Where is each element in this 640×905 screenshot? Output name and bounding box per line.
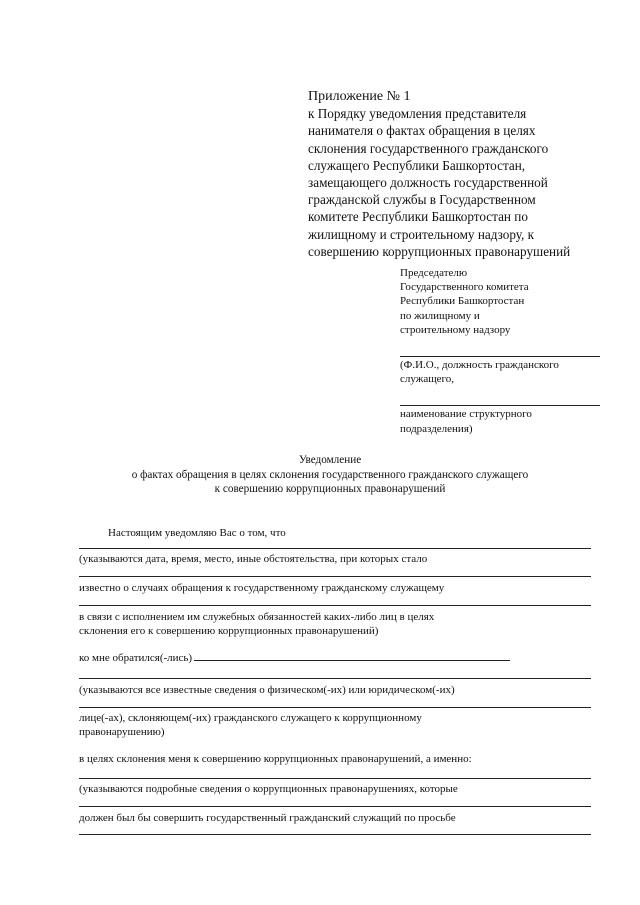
hint-text: лице(-ах), склоняющем(-их) гражданского служащего к коррупционному <box>79 712 422 724</box>
unit-hint: наименование структурного <box>400 408 532 421</box>
notice-heading: Уведомление <box>298 454 362 466</box>
hint-text: должен был бы совершить государственный гражданский служащий по просьбе <box>79 812 456 824</box>
addressee-line: Республики Башкортостан <box>400 295 525 308</box>
hint-text: в связи с исполнением им служебных обязанностей каких-либо лиц в целях <box>79 611 435 623</box>
fill-line[interactable] <box>79 778 591 779</box>
addressee-line: по жилищному и <box>400 309 480 322</box>
hint-text: известно о случаях обращения к государственному гражданскому служащему <box>79 582 445 594</box>
appendix-title: Приложение № 1 <box>308 89 411 104</box>
appendix-header <box>308 88 608 260</box>
appendix-line: к Порядку уведомления представителя <box>308 106 527 122</box>
purpose-text: в целях склонения меня к совершению коррупционных правонарушений, а именно: <box>79 753 472 765</box>
appendix-line: замещающего должность государственной <box>308 175 548 191</box>
fill-line[interactable] <box>79 806 591 807</box>
addressed-row <box>79 651 510 665</box>
hint-text: (указываются все известные сведения о физическом(-их) или юридическом(-их) <box>79 684 455 696</box>
addressee-line: строительному надзору <box>400 323 511 336</box>
appendix-line: жилищному и строительному надзору, к <box>308 226 535 242</box>
hint-text: (указываются дата, время, место, иные обстоятельства, при которых стало <box>79 553 428 565</box>
hint-text: (указываются подробные сведения о коррупционных правонарушениях, которые <box>79 783 458 795</box>
notice-title <box>60 453 600 497</box>
fio-hint: (Ф.И.О., должность гражданского <box>400 359 559 372</box>
addressee-block <box>400 266 600 436</box>
appendix-line: совершению коррупционных правонарушений <box>308 243 571 259</box>
addressed-label: ко мне обратился(-лись) <box>79 652 193 664</box>
fill-line[interactable] <box>79 576 591 577</box>
appendix-line: комитете Республики Башкортостан по <box>308 209 528 225</box>
appendix-line: нанимателя о фактах обращения в целях <box>308 123 536 139</box>
fio-signature-line[interactable] <box>400 356 600 386</box>
addressee-line: Государственного комитета <box>400 281 529 294</box>
hint-text: склонения его к совершению коррупционных правонарушений) <box>79 625 379 637</box>
notice-subtitle: о фактах обращения в целях склонения государственного гражданского служащего <box>131 468 529 481</box>
fill-line[interactable] <box>79 834 591 835</box>
hint-text: правонарушению) <box>79 726 165 738</box>
fill-line[interactable] <box>79 605 591 606</box>
notice-subtitle: к совершению коррупционных правонарушений <box>214 483 446 496</box>
fill-line[interactable] <box>79 548 591 549</box>
fill-line[interactable] <box>194 659 510 661</box>
unit-signature-line[interactable] <box>400 405 600 435</box>
fill-line[interactable] <box>79 678 591 679</box>
fill-line[interactable] <box>79 707 591 708</box>
unit-hint: подразделения) <box>400 422 473 435</box>
appendix-line: служащего Республики Башкортостан, <box>308 157 526 173</box>
appendix-line: гражданской службы в Государственном <box>308 192 536 208</box>
appendix-line: склонения государственного гражданского <box>308 140 549 156</box>
intro-text: Настоящим уведомляю Вас о том, что <box>108 527 286 539</box>
fio-hint: служащего, <box>400 373 455 386</box>
addressee-line: Председателю <box>400 267 468 279</box>
